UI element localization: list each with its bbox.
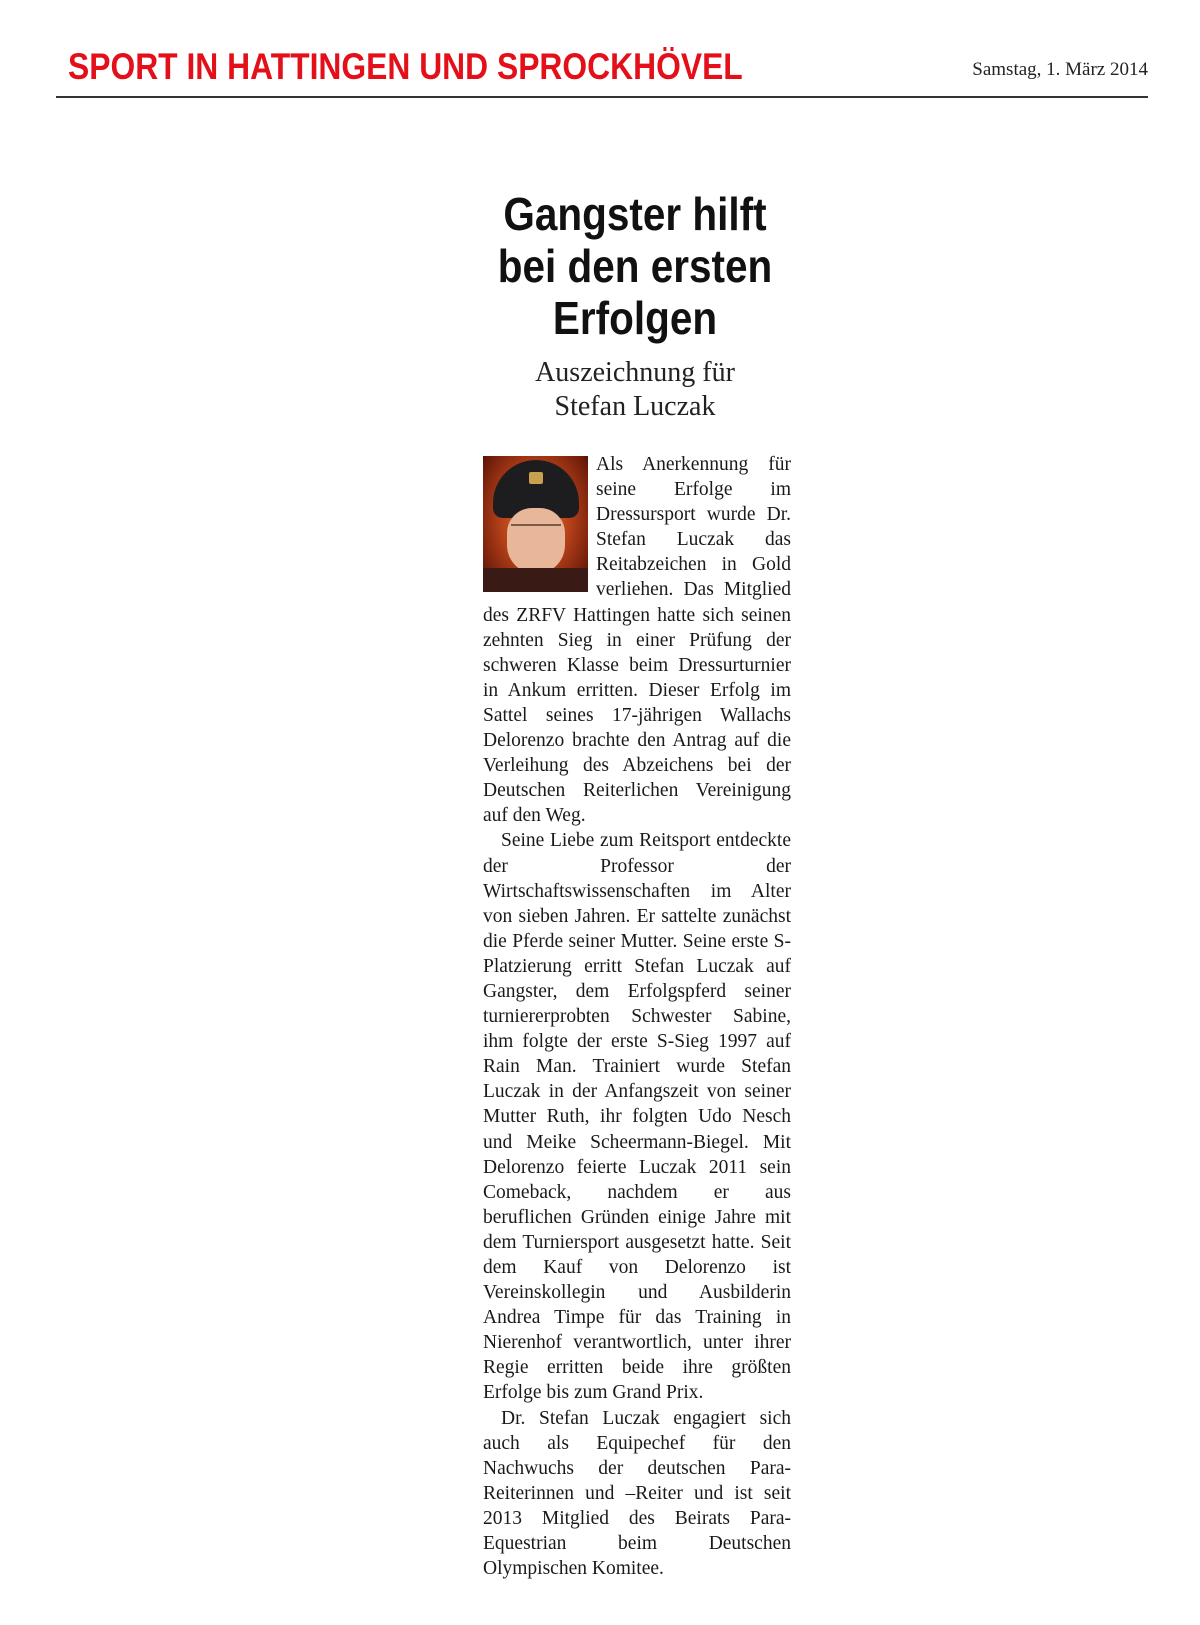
article-paragraph: Als Anerkennung für seine Erfolge im Dressursport wurde Dr. Stefan Luczak das Reitabzeichen in Gold verliehen. Das Mitglied des ZRFV Hattingen hatte sich seinen zehnten Sieg in einer Prüfung der schweren Klasse beim Dressurturnier in Ankum erritten. Dieser Erfolg im Sattel seines 17-jährigen Wallachs Delorenzo brachte den Antrag auf die Verleihung des Abzeichens bei der Deutschen Reiterlichen Vereinigung auf den Weg. [483, 454, 791, 827]
article-subheadline [470, 356, 800, 424]
issue-date: Samstag, 1. März 2014 [972, 59, 1148, 80]
article-headline [463, 188, 806, 344]
article-body [483, 452, 791, 1581]
subheadline-line: Stefan Luczak [554, 391, 716, 422]
subheadline-line: Auszeichnung für [535, 357, 735, 388]
article-paragraph: Dr. Stefan Luczak engagiert sich auch als Equipechef für den Nachwuchs der deutschen Para-Reiterinnen und –Reiter und ist seit 2013 Mitglied des Beirats Para-Equestrian beim Deutschen Olympischen Komitee. [483, 1407, 791, 1580]
article-paragraph: Seine Liebe zum Reitsport entdeckte der Professor der Wirtschaftswissenschaften im Alter von sieben Jahren. Er sattelte zunächst die Pferde seiner Mutter. Seine erste S-Platzierung erritt Stefan Luczak auf Gangster, dem Erfolgspferd seiner turniererprobten Schwester Sabine, ihm folgte der erste S-Sieg 1997 auf Rain Man. Trainiert wurde Stefan Luczak in der Anfangszeit von seiner Mutter Ruth, ihr folgten Udo Nesch und Meike Scheermann-Biegel. Mit Delorenzo feierte Luczak 2011 sein Comeback, nachdem er aus beruflichen Gründen einige Jahre mit dem Turniersport ausgesetzt hatte. Seit dem Kauf von Delorenzo ist Vereinskollegin und Ausbilderin Andrea Timpe für das Training in Nierenhof verantwortlich, unter ihrer Regie erritten beide ihre größten Erfolge bis zum Grand Prix. [483, 830, 791, 1404]
photo-spacer [483, 452, 596, 594]
section-title: SPORT IN HATTINGEN UND SPROCKHÖVEL [68, 46, 743, 87]
headline-line: Gangster hilft [503, 188, 767, 240]
page-header [56, 36, 1148, 100]
headline-line: Erfolgen [552, 292, 718, 344]
headline-line: bei den ersten [497, 240, 773, 292]
header-rule [56, 96, 1148, 98]
